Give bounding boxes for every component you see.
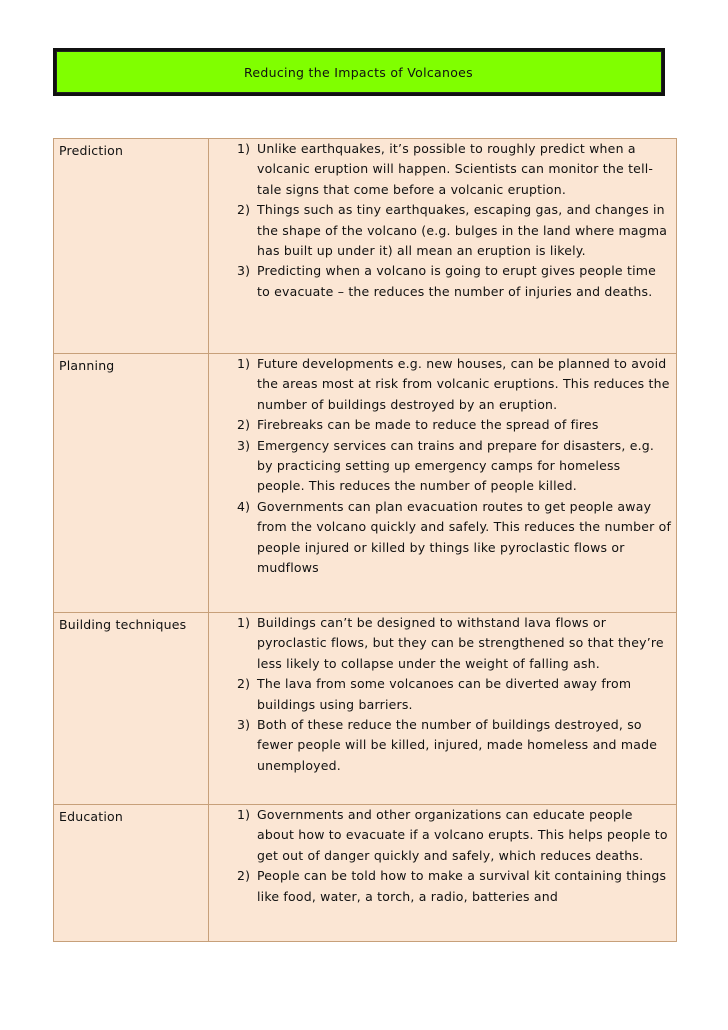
item-number: 2) (237, 417, 251, 433)
points-cell (209, 613, 677, 805)
points-list (209, 354, 676, 578)
item-number: 4) (237, 498, 251, 514)
item-text: Governments can plan evacuation routes to get people away from the volcano quickly and safely. This reduces the number of people injured or killed by things like pyroclastic flows or mudflows (257, 498, 672, 576)
category-cell (54, 613, 209, 805)
item-number: 1) (237, 356, 251, 371)
item-number: 3) (237, 717, 251, 733)
list-item (209, 200, 672, 261)
item-text: Firebreaks can be made to reduce the spread of fires (257, 417, 599, 433)
item-text: Future developments e.g. new houses, can be planned to avoid the areas most at risk from volcanic eruptions. This reduces the number of buildings destroyed by an eruption. (257, 356, 670, 412)
category-label: Building techniques (59, 617, 187, 632)
item-number: 3) (237, 263, 251, 279)
points-list (209, 139, 676, 302)
item-text: The lava from some volcanoes can be diverted away from buildings using barriers. (257, 676, 632, 712)
table-row (54, 805, 677, 942)
category-label: Prediction (59, 143, 124, 158)
list-item (209, 139, 672, 200)
item-text: Predicting when a volcano is going to erupt gives people time to evacuate – the reduces the number of injuries and deaths. (257, 263, 657, 299)
points-list (209, 613, 676, 776)
item-number: 1) (237, 807, 251, 822)
list-item (209, 805, 672, 866)
item-text: Unlike earthquakes, it’s possible to roughly predict when a volcanic eruption will happen. Scientists can monitor the tell-tale signs that come before a volcanic eruption. (257, 141, 654, 197)
list-item (209, 261, 672, 302)
list-item (209, 415, 672, 435)
category-cell (54, 805, 209, 942)
item-number: 2) (237, 202, 251, 218)
points-list (209, 805, 676, 907)
list-item (209, 497, 672, 579)
category-cell (54, 354, 209, 613)
category-label: Education (59, 809, 124, 824)
volcano-impacts-table (53, 138, 677, 942)
points-cell (209, 354, 677, 613)
item-number: 1) (237, 141, 251, 156)
item-text: Governments and other organizations can educate people about how to evacuate if a volcano erupts. This helps people to get out of danger quickly and safely, which reduces deaths. (257, 807, 668, 863)
item-number: 2) (237, 868, 251, 884)
table-row (54, 354, 677, 613)
points-cell (209, 805, 677, 942)
item-text: Emergency services can trains and prepare for disasters, e.g. by practicing setting up emergency camps for homeless people. This reduces the number of people killed. (257, 437, 655, 494)
list-item (209, 715, 672, 776)
item-text: Things such as tiny earthquakes, escaping gas, and changes in the shape of the volcano (e.g. bulges in the land where magma has built up under it) all mean an eruption is likely. (257, 202, 668, 259)
table-row (54, 139, 677, 354)
list-item (209, 354, 672, 415)
item-text: Both of these reduce the number of buildings destroyed, so fewer people will be killed, injured, made homeless and made unemployed. (257, 717, 658, 773)
points-cell (209, 139, 677, 354)
table-row (54, 613, 677, 805)
page-title: Reducing the Impacts of Volcanoes (244, 65, 473, 80)
points-clip (209, 805, 676, 917)
item-number: 1) (237, 615, 251, 630)
category-cell (54, 139, 209, 354)
title-banner (53, 48, 665, 96)
item-text: People can be told how to make a survival kit containing things like food, water, a torch, a radio, batteries and (257, 868, 667, 904)
item-text: Buildings can’t be designed to withstand lava flows or pyroclastic flows, but they can be strengthened so that they’re less likely to collapse under the weight of falling ash. (257, 615, 664, 671)
list-item (209, 613, 672, 674)
item-number: 2) (237, 676, 251, 692)
list-item (209, 436, 672, 497)
item-number: 3) (237, 437, 251, 453)
category-label: Planning (59, 358, 115, 373)
list-item (209, 866, 672, 907)
list-item (209, 674, 672, 715)
